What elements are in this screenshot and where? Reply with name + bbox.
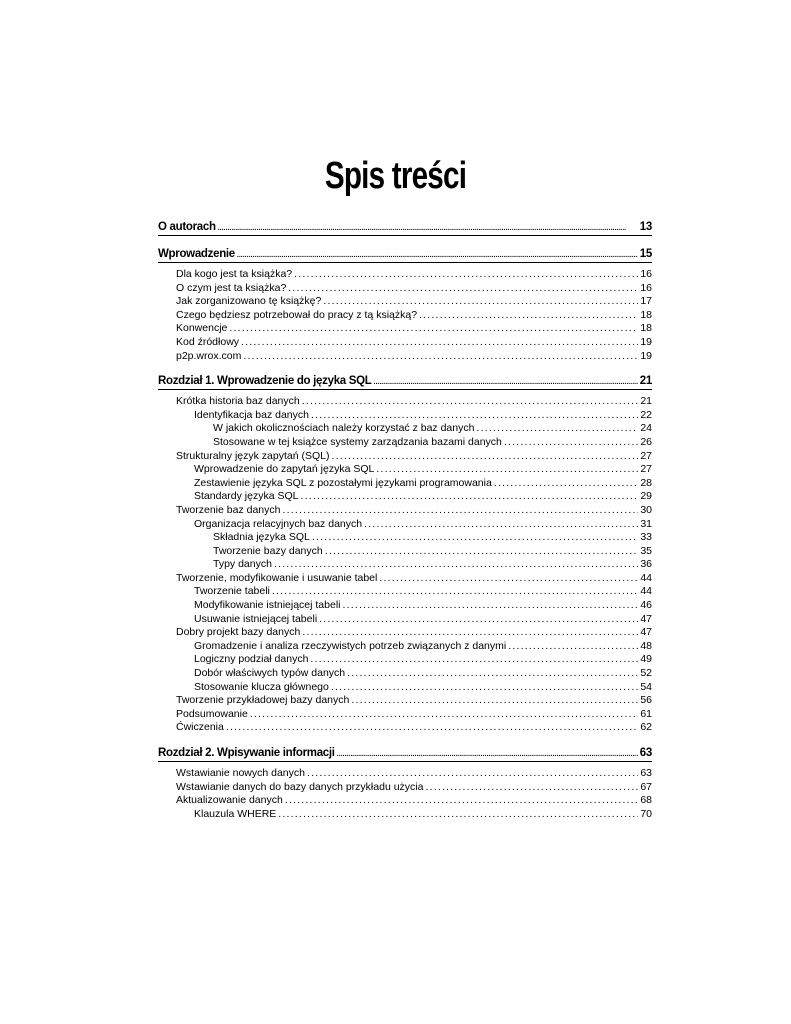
- leader-dots: [272, 585, 638, 599]
- toc-label: Rozdział 1. Wprowadzenie do języka SQL: [158, 375, 372, 388]
- toc-label: Jak zorganizowano tę książkę?: [176, 295, 322, 308]
- toc-label: Konwencje: [176, 322, 228, 335]
- toc-entry[interactable]: [158, 531, 652, 545]
- page-number: 62: [640, 721, 652, 734]
- toc-label: Gromadzenie i analiza rzeczywistych potrzeb związanych z danymi: [194, 639, 507, 652]
- toc-label: Tworzenie bazy danych: [213, 544, 323, 557]
- chapter-row[interactable]: [158, 246, 652, 263]
- leader-dots: [278, 808, 638, 822]
- toc-label: Typy danych: [213, 558, 272, 571]
- toc-label: Kod źródłowy: [176, 335, 240, 348]
- leader-dots: [274, 558, 638, 572]
- page-number: 67: [640, 780, 652, 793]
- toc-entry[interactable]: [158, 667, 652, 681]
- toc-label: Tworzenie przykładowej bazy danych: [176, 694, 350, 707]
- leader-dots: [504, 436, 638, 450]
- toc-label: Czego będziesz potrzebował do pracy z tą książką?: [176, 308, 418, 321]
- chapter-row[interactable]: [158, 373, 652, 390]
- chapter-row[interactable]: [158, 219, 652, 236]
- toc-entry[interactable]: [158, 463, 652, 477]
- page-number: 19: [640, 349, 652, 362]
- toc-label: Dobór właściwych typów danych: [194, 667, 346, 680]
- page-number: 17: [640, 295, 652, 308]
- toc-label: O czym jest ta książka?: [176, 281, 287, 294]
- leader-dots: [351, 694, 638, 708]
- page-number: 46: [640, 599, 652, 612]
- leader-dots: [331, 681, 638, 695]
- page-number: 27: [640, 463, 652, 476]
- leader-dots: [285, 794, 638, 808]
- toc-entry[interactable]: [158, 490, 652, 504]
- toc-entry[interactable]: [158, 626, 652, 640]
- leader-dots: [325, 545, 639, 559]
- leader-dots: [302, 395, 639, 409]
- page-number: 56: [640, 694, 652, 707]
- toc-label: Ćwiczenia: [176, 721, 224, 734]
- toc-entry[interactable]: [158, 518, 652, 532]
- page-number: 22: [640, 408, 652, 421]
- page-number: 21: [639, 375, 652, 388]
- toc-entry[interactable]: [158, 558, 652, 572]
- toc-entry[interactable]: [158, 721, 652, 735]
- page-number: 63: [639, 747, 652, 759]
- leader-dots: [419, 309, 638, 323]
- toc-entry[interactable]: [158, 436, 652, 450]
- leader-dots: [376, 463, 638, 477]
- toc-label: Rozdział 2. Wpisywanie informacji: [158, 747, 335, 759]
- leader-dots: [337, 747, 638, 763]
- toc-entry[interactable]: [158, 585, 652, 599]
- toc-entry[interactable]: [158, 450, 652, 464]
- page-number: 27: [640, 449, 652, 462]
- page-number: 70: [640, 807, 652, 820]
- leader-dots: [241, 336, 638, 350]
- leader-dots: [243, 350, 638, 364]
- leader-dots: [476, 422, 638, 436]
- toc-label: Dla kogo jest ta książka?: [176, 268, 293, 280]
- toc-entry[interactable]: [158, 808, 652, 822]
- toc-label: Dobry projekt bazy danych: [176, 626, 301, 639]
- page-number: 52: [640, 667, 652, 680]
- toc-label: Tworzenie baz danych: [176, 503, 281, 516]
- toc-entry[interactable]: [158, 613, 652, 627]
- toc-label: Wprowadzenie do zapytań języka SQL: [194, 463, 375, 476]
- toc-entry[interactable]: [158, 794, 652, 808]
- leader-dots: [250, 708, 639, 722]
- spacer: [158, 236, 652, 246]
- leader-dots: [311, 409, 638, 423]
- toc-entry[interactable]: [158, 681, 652, 695]
- toc-entry[interactable]: [158, 767, 652, 781]
- toc-label: Tworzenie, modyfikowanie i usuwanie tabel: [176, 571, 378, 584]
- toc-label: Krótka historia baz danych: [176, 395, 300, 408]
- toc-entry[interactable]: [158, 572, 652, 586]
- page-number: 36: [640, 558, 652, 571]
- toc-label: Wstawianie danych do bazy danych przykładu użycia: [176, 780, 424, 793]
- toc-entry[interactable]: [158, 694, 652, 708]
- page-number: 13: [639, 221, 652, 233]
- leader-dots: [300, 490, 638, 504]
- toc-entry[interactable]: [158, 336, 652, 350]
- toc-label: Standardy języka SQL: [194, 490, 299, 503]
- toc-label: Modyfikowanie istniejącej tabeli: [194, 599, 341, 612]
- leader-dots: [312, 531, 638, 545]
- spacer: [158, 735, 652, 745]
- toc-label: W jakich okolicznościach należy korzystać z baz danych: [213, 422, 475, 435]
- leader-dots: [319, 613, 638, 627]
- page-number: 48: [640, 639, 652, 652]
- leader-dots: [343, 599, 639, 613]
- leader-dots: [331, 450, 638, 464]
- toc-entry[interactable]: [158, 409, 652, 423]
- toc-label: Logiczny podział danych: [194, 653, 309, 666]
- leader-dots: [323, 295, 638, 309]
- toc-label: p2p.wrox.com: [176, 349, 242, 362]
- toc-entry[interactable]: [158, 395, 652, 409]
- page-number: 49: [640, 653, 652, 666]
- page-number: 47: [640, 612, 652, 625]
- toc-entry[interactable]: [158, 282, 652, 296]
- toc-entry[interactable]: [158, 477, 652, 491]
- leader-dots: [364, 518, 638, 532]
- page-number: 19: [640, 335, 652, 348]
- page-number: 18: [640, 308, 652, 321]
- leader-dots: [508, 640, 638, 654]
- toc-label: Organizacja relacyjnych baz danych: [194, 517, 363, 530]
- page-number: 44: [640, 585, 652, 598]
- page-number: 68: [640, 794, 652, 807]
- page-number: 16: [640, 268, 652, 280]
- page-number: 21: [640, 395, 652, 408]
- toc-label: O autorach: [158, 221, 216, 233]
- page-number: 61: [640, 707, 652, 720]
- page-number: 24: [640, 422, 652, 435]
- leader-dots: [347, 667, 638, 681]
- leader-dots: [237, 248, 638, 264]
- page-number: 30: [640, 503, 652, 516]
- leader-dots: [310, 653, 638, 667]
- toc-label: Stosowanie klucza głównego: [194, 680, 329, 693]
- toc-label: Stosowane w tej książce systemy zarządzania bazami danych: [213, 435, 502, 448]
- toc-entry[interactable]: [158, 653, 652, 667]
- chapter-row[interactable]: [158, 745, 652, 762]
- leader-dots: [282, 504, 638, 518]
- toc-entry[interactable]: [158, 599, 652, 613]
- leader-dots: [218, 221, 638, 237]
- toc-entry[interactable]: [158, 708, 652, 722]
- toc-entry[interactable]: [158, 545, 652, 559]
- leader-dots: [288, 282, 638, 296]
- page-number: 35: [640, 544, 652, 557]
- page-number: 29: [640, 490, 652, 503]
- page-number: 31: [640, 517, 652, 530]
- page-number: 63: [640, 767, 652, 779]
- toc-label: Wstawianie nowych danych: [176, 767, 305, 779]
- leader-dots: [374, 375, 638, 391]
- toc-entry[interactable]: [158, 781, 652, 795]
- toc-entry[interactable]: [158, 504, 652, 518]
- toc-entry[interactable]: [158, 295, 652, 309]
- toc-entry[interactable]: [158, 422, 652, 436]
- toc-label: Wprowadzenie: [158, 248, 235, 260]
- toc-label: Identyfikacja baz danych: [194, 408, 309, 421]
- toc-label: Strukturalny język zapytań (SQL): [176, 449, 330, 462]
- toc-entry[interactable]: [158, 268, 652, 282]
- page-number: 54: [640, 680, 652, 693]
- toc-label: Aktualizowanie danych: [176, 794, 283, 807]
- toc-label: Podsumowanie: [176, 707, 248, 720]
- page-number: 26: [640, 435, 652, 448]
- leader-dots: [302, 626, 638, 640]
- spacer: [158, 363, 652, 373]
- leader-dots: [226, 721, 638, 735]
- toc-entry[interactable]: [158, 322, 652, 336]
- toc-entry[interactable]: [158, 350, 652, 364]
- leader-dots: [425, 781, 638, 795]
- page-number: 28: [640, 476, 652, 489]
- toc-label: Usuwanie istniejącej tabeli: [194, 612, 318, 625]
- page-number: 33: [640, 531, 652, 544]
- table-of-contents: [158, 219, 652, 821]
- toc-entry[interactable]: [158, 309, 652, 323]
- page-number: 18: [640, 322, 652, 335]
- toc-entry[interactable]: [158, 640, 652, 654]
- toc-label: Składnia języka SQL: [213, 531, 310, 544]
- leader-dots: [229, 322, 638, 336]
- page-number: 15: [639, 248, 652, 260]
- leader-dots: [494, 477, 638, 491]
- toc-label: Klauzula WHERE: [194, 807, 277, 820]
- leader-dots: [379, 572, 638, 586]
- page-number: 44: [640, 571, 652, 584]
- page-number: 47: [640, 626, 652, 639]
- leader-dots: [294, 268, 638, 282]
- toc-label: Zestawienie języka SQL z pozostałymi językami programowania: [194, 476, 492, 489]
- leader-dots: [307, 767, 638, 781]
- page-title: Spis treści: [324, 155, 467, 198]
- page-number: 16: [640, 281, 652, 294]
- toc-label: Tworzenie tabeli: [194, 585, 270, 598]
